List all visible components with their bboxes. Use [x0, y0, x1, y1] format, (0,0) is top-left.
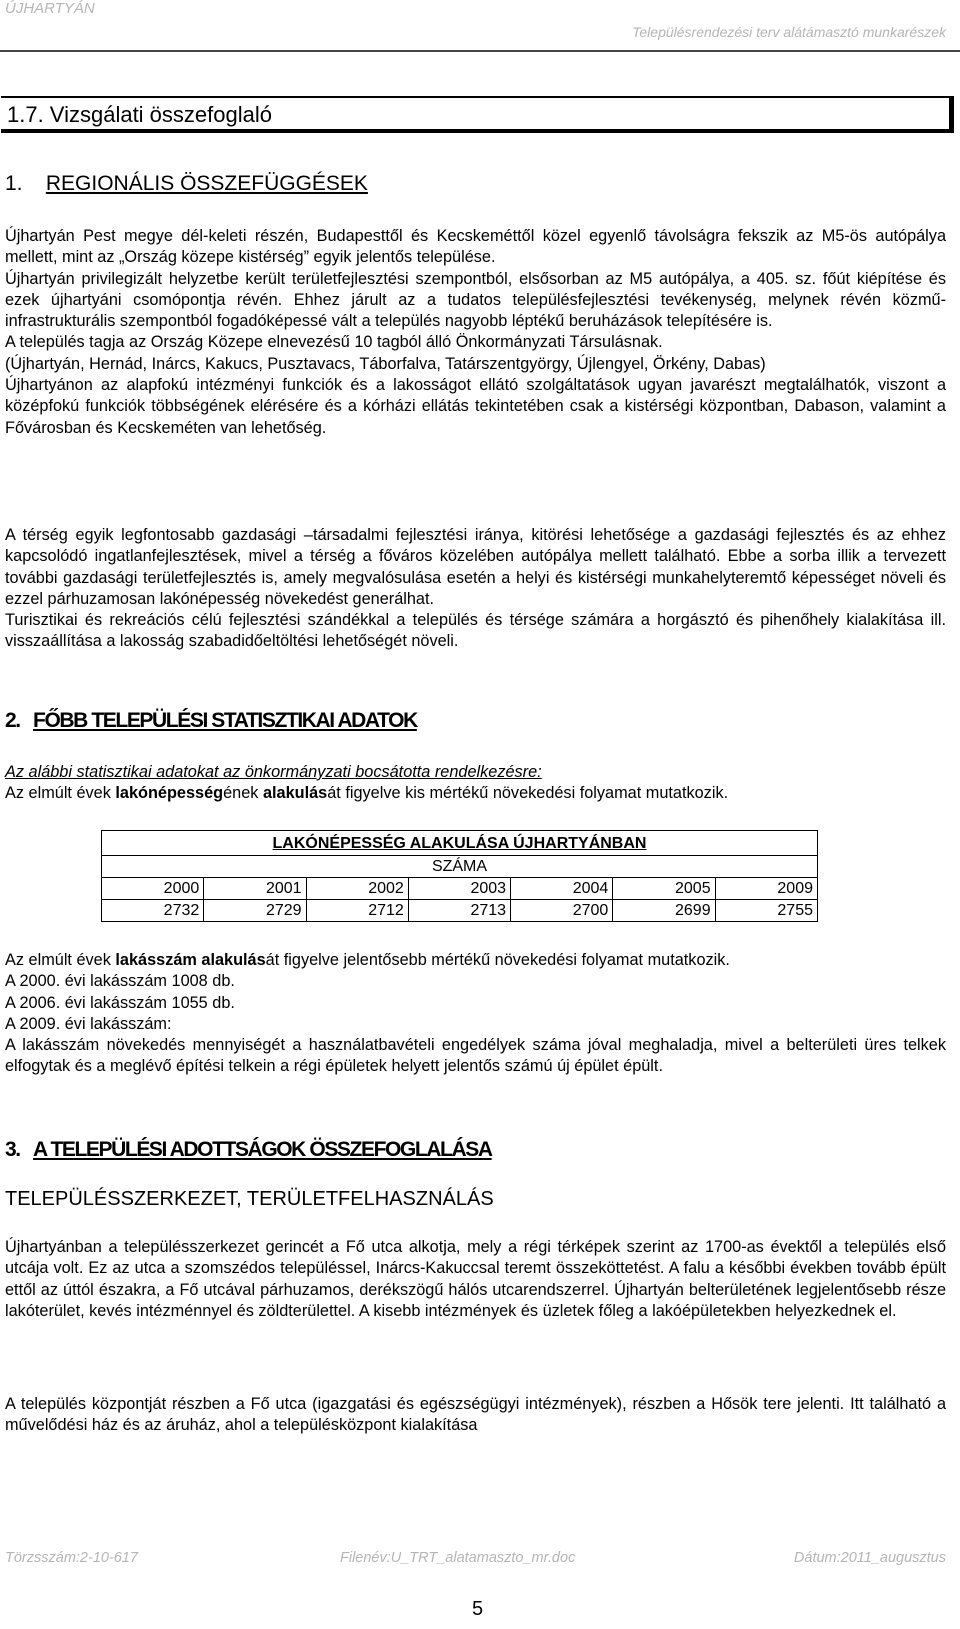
paragraph: Újhartyánon az alapfokú intézményi funkciók és a lakosságot ellátó szolgáltatások ugyan javarészt megtalálhatók, viszont a középfokú funkciók többségének elérésére és a kórházi ellátás tekintetében csak a kistérségi központban, Dabason, valamint a Fővárosban és Kecskeméten van lehetőség.: [5, 376, 946, 437]
subheading-structure: TELEPÜLÉSSZERKEZET, TERÜLETFELHASZNÁLÁS: [5, 1188, 494, 1210]
paragraph: A térség egyik legfontosabb gazdasági –társadalmi fejlesztési iránya, kitörési lehetősége a gazdasági fejlesztés és az ehhez kapcsolódó ingatlanfejlesztések, mivel a térség a főváros közelében autópálya mellett található. Ebbe a sorba illik a tervezett további gazdasági területfejlesztés is, amely megvalósulása esetén a helyi és kistérségi munkahelyteremtő képességet növeli és ezzel párhuzamosan lakónépesség növekedést generálhat.: [5, 526, 946, 608]
heading-text: REGIONÁLIS ÖSSZEFÜGGÉSEK: [45, 172, 368, 195]
table-title: LAKÓNÉPESSÉG ALAKULÁSA ÚJHARTYÁNBAN: [102, 831, 818, 856]
heading-number: 2.: [5, 709, 20, 732]
page-number: 5: [472, 1598, 484, 1620]
housing-2006: A 2006. évi lakásszám 1055 db.: [5, 993, 235, 1012]
heading-statistics: [5, 709, 417, 733]
section-1-body-2: [5, 525, 946, 653]
population-table: [101, 830, 818, 922]
header-document-type: Településrendezési terv alátámasztó munkarészek: [632, 24, 946, 40]
table-cell: 2729: [204, 900, 306, 922]
heading-text: FŐBB TELEPÜLÉSI STATISZTIKAI ADATOK: [33, 709, 417, 732]
section-3-body: [5, 1237, 946, 1322]
paragraph: A település tagja az Ország Közepe elnevezésű 10 tagból álló Önkormányzati Társulásnak.: [5, 333, 663, 352]
housing-section: [5, 950, 946, 1078]
header-municipality: ÚJHARTYÁN: [5, 0, 95, 17]
table-cell: 2009: [715, 878, 817, 900]
table-cell: 2700: [511, 900, 613, 922]
paragraph: A lakásszám növekedés mennyiségét a használatbavételi engedélyek száma jóval meghaladja, mivel a belterületi üres telkek elfogytak és a meglévő építési telkein a régi épületek helyett jelentős számú új épület épült.: [5, 1036, 946, 1076]
heading-number: 1.: [5, 172, 23, 195]
table-cell: 2732: [102, 900, 204, 922]
paragraph: Újhartyán Pest megye dél-keleti részén, Budapesttől és Kecskeméttől közel egyenlő távolságra fekszik az M5-ös autópálya mellett, mint az „Ország közepe kistérség” egyik jelentős települése.: [5, 227, 946, 267]
paragraph: Turisztikai és rekreációs célú fejlesztési szándékkal a település és térsége számára a horgásztó és pihenőhely kialakítása ill. visszaállítása a lakosság szabadidőeltöltési lehetőségét növeli.: [5, 611, 946, 651]
section-title: 1.7. Vizsgálati összefoglaló: [7, 102, 272, 127]
table-subtitle: SZÁMA: [102, 856, 818, 878]
heading-text: A TELEPÜLÉSI ADOTTSÁGOK ÖSSZEFOGLALÁSA: [33, 1138, 492, 1161]
statistics-intro: [5, 762, 946, 805]
table-row-values: [102, 900, 818, 922]
footer-date: Dátum:2011_augusztus: [793, 1550, 946, 1566]
table-cell: 2755: [715, 900, 817, 922]
table-cell: 2002: [306, 878, 408, 900]
intro-line: Az alábbi statisztikai adatokat az önkormányzati bocsátotta rendelkezésre:: [5, 763, 542, 781]
housing-2000: A 2000. évi lakásszám 1008 db.: [5, 972, 235, 991]
table-cell: 2000: [102, 878, 204, 900]
housing-sentence: Az elmúlt évek lakásszám alakulását figyelve jelentősebb mértékű növekedési folyamat mutatkozik.: [5, 951, 730, 969]
table-row-years: [102, 878, 818, 900]
heading-number: 3.: [5, 1138, 20, 1161]
table-cell: 2699: [613, 900, 715, 922]
table-cell: 2712: [306, 900, 408, 922]
paragraph: Újhartyánban a településszerkezet gerincét a Fő utca alkotja, mely a régi térképek szerint az 1700-as évektől a település első utcája volt. Ez az utca a szomszédos településsel, Inárcs-Kakuccsal teremt összeköttetést. A falu a későbbi években tovább épült ettől az úttól északra, a Fő utcával párhuzamos, derékszögű hálós utcarendszerrel. Újhartyán belterületének legjelentősebb része lakóterület, kevés intézménnyel és zöldterülettel. A kisebb intézmények és üzletek főleg a lakóépületekben helyezkednek el.: [5, 1238, 946, 1320]
table-cell: 2713: [408, 900, 510, 922]
table-cell: 2004: [511, 878, 613, 900]
paragraph: Újhartyán privilegizált helyzetbe került területfejlesztési szempontból, elsősorban az M5 autópálya, a 405. sz. főút kiépítése és ezek újhartyáni csomópontja révén. Ehhez járult az a tudatos településfejlesztési tevékenység, melynek révén közmű-infrastrukturális szempontból fogadóképessé vált a település nagyobb léptékű beruházások telepítésére is.: [5, 269, 946, 331]
heading-regional: [5, 172, 368, 196]
housing-2009: A 2009. évi lakásszám:: [5, 1014, 172, 1033]
paragraph: (Újhartyán, Hernád, Inárcs, Kakucs, Pusztavacs, Táborfalva, Tatárszentgyörgy, Újlengyel, Örkény, Dabas): [5, 354, 766, 373]
population-sentence: Az elmúlt évek lakónépességének alakulását figyelve kis mértékű növekedési folyamat mutatkozik.: [5, 784, 729, 803]
header-rule: [0, 50, 960, 52]
section-3-body-2: [5, 1394, 946, 1437]
table-cell: 2005: [613, 878, 715, 900]
footer-filename: Filenév:U_TRT_alatamaszto_mr.doc: [340, 1550, 576, 1566]
table-cell: 2001: [204, 878, 306, 900]
heading-settlement: [5, 1138, 492, 1162]
paragraph: A település központját részben a Fő utca (igazgatási és egészségügyi intézmények), részben a Hősök tere jelenti. Itt található a művelődési ház és az áruház, ahol a településközpont kialakítása: [5, 1395, 946, 1435]
section-1-body: [5, 226, 946, 439]
table-cell: 2003: [408, 878, 510, 900]
footer-registry-number: Törzsszám:2-10-617: [5, 1550, 138, 1566]
